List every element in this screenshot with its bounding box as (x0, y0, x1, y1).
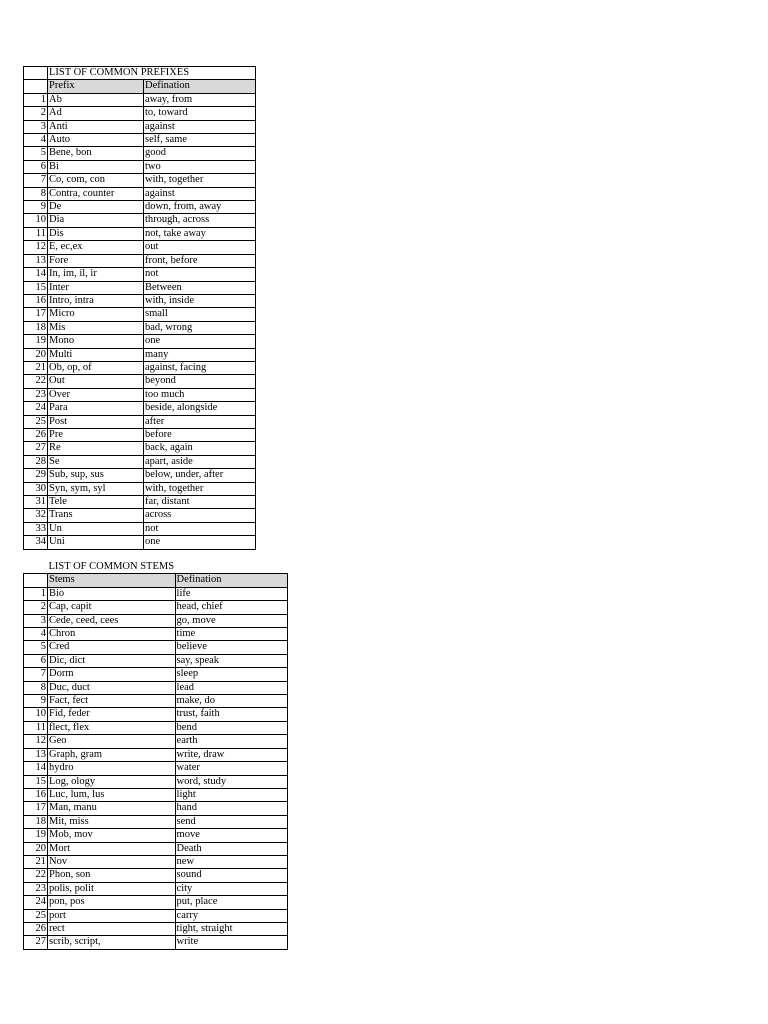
term-cell: Bio (48, 587, 176, 600)
term-cell: Over (48, 388, 144, 401)
title-number-cell (24, 561, 48, 574)
row-number: 5 (24, 147, 48, 160)
stem-row (24, 668, 288, 681)
row-number: 26 (24, 428, 48, 441)
row-number: 24 (24, 896, 48, 909)
term-cell: Cede, ceed, cees (48, 614, 176, 627)
definition-cell: move (175, 829, 287, 842)
definition-cell: back, again (144, 442, 256, 455)
term-cell: Fore (48, 254, 144, 267)
row-number: 24 (24, 402, 48, 415)
row-number: 30 (24, 482, 48, 495)
definition-cell: below, under, after (144, 469, 256, 482)
definition-cell: write, draw (175, 748, 287, 761)
stem-row (24, 641, 288, 654)
definition-cell: one (144, 536, 256, 549)
row-number: 27 (24, 442, 48, 455)
row-number: 8 (24, 187, 48, 200)
row-number: 33 (24, 522, 48, 535)
definition-cell: too much (144, 388, 256, 401)
term-cell: Sub, sup, sus (48, 469, 144, 482)
definition-cell: new (175, 855, 287, 868)
definition-cell: front, before (144, 254, 256, 267)
prefix-row (24, 227, 256, 240)
stem-row (24, 735, 288, 748)
term-cell: Auto (48, 134, 144, 147)
term-cell: Inter (48, 281, 144, 294)
stem-column-header: Stems (48, 574, 176, 587)
term-cell: Post (48, 415, 144, 428)
definition-cell: beside, alongside (144, 402, 256, 415)
stem-row (24, 601, 288, 614)
row-number: 7 (24, 174, 48, 187)
prefix-row (24, 536, 256, 549)
term-cell: Ob, op, of (48, 361, 144, 374)
prefix-row (24, 361, 256, 374)
term-cell: Dic, dict (48, 654, 176, 667)
definition-cell: against (144, 120, 256, 133)
definition-cell: send (175, 815, 287, 828)
row-number: 20 (24, 348, 48, 361)
definition-cell: put, place (175, 896, 287, 909)
term-cell: Micro (48, 308, 144, 321)
prefix-table-title: LIST OF COMMON PREFIXES (48, 67, 256, 80)
prefix-row (24, 174, 256, 187)
term-cell: Phon, son (48, 869, 176, 882)
definition-cell: Between (144, 281, 256, 294)
definition-cell: lead (175, 681, 287, 694)
term-cell: scrib, script, (48, 936, 176, 949)
stems-table (23, 561, 288, 950)
prefix-row (24, 348, 256, 361)
prefix-row (24, 147, 256, 160)
term-cell: polis, polit (48, 882, 176, 895)
row-number: 27 (24, 936, 48, 949)
term-cell: Chron (48, 628, 176, 641)
definition-cell: one (144, 335, 256, 348)
row-number: 6 (24, 654, 48, 667)
stem-row (24, 681, 288, 694)
row-number: 25 (24, 415, 48, 428)
stem-row (24, 708, 288, 721)
row-number: 34 (24, 536, 48, 549)
prefix-row (24, 428, 256, 441)
definition-column-header: Defination (144, 80, 256, 93)
row-number: 18 (24, 815, 48, 828)
definition-cell: say, speak (175, 654, 287, 667)
definition-cell: with, together (144, 174, 256, 187)
definition-cell: make, do (175, 695, 287, 708)
term-cell: Luc, lum, lus (48, 788, 176, 801)
definition-cell: carry (175, 909, 287, 922)
row-number: 28 (24, 455, 48, 468)
row-number: 12 (24, 735, 48, 748)
stem-row (24, 869, 288, 882)
definition-cell: hand (175, 802, 287, 815)
definition-cell: away, from (144, 93, 256, 106)
term-cell: Log, ology (48, 775, 176, 788)
term-cell: rect (48, 922, 176, 935)
prefix-row (24, 522, 256, 535)
stem-row (24, 909, 288, 922)
definition-cell: head, chief (175, 601, 287, 614)
definition-cell: light (175, 788, 287, 801)
stem-row (24, 614, 288, 627)
prefix-row (24, 496, 256, 509)
prefix-row (24, 107, 256, 120)
row-number: 3 (24, 120, 48, 133)
term-cell: In, im, il, ir (48, 268, 144, 281)
term-cell: Syn, sym, syl (48, 482, 144, 495)
definition-cell: write (175, 936, 287, 949)
stem-row (24, 775, 288, 788)
prefix-row (24, 134, 256, 147)
stems-table-body (24, 561, 288, 949)
row-number: 32 (24, 509, 48, 522)
term-cell: Mort (48, 842, 176, 855)
row-number: 12 (24, 241, 48, 254)
term-cell: Fid, feder (48, 708, 176, 721)
row-number: 18 (24, 321, 48, 334)
term-cell: Bi (48, 160, 144, 173)
term-cell: E, ec,ex (48, 241, 144, 254)
row-number: 31 (24, 496, 48, 509)
term-cell: Pre (48, 428, 144, 441)
stem-row (24, 748, 288, 761)
term-cell: Re (48, 442, 144, 455)
stem-row (24, 628, 288, 641)
term-cell: Fact, fect (48, 695, 176, 708)
term-cell: Intro, intra (48, 294, 144, 307)
stem-row (24, 654, 288, 667)
stems-title-row (24, 561, 288, 574)
row-number: 19 (24, 829, 48, 842)
prefix-row (24, 214, 256, 227)
definition-cell: with, inside (144, 294, 256, 307)
stem-row (24, 896, 288, 909)
term-cell: Mono (48, 335, 144, 348)
prefix-row (24, 375, 256, 388)
term-cell: Contra, counter (48, 187, 144, 200)
definition-cell: far, distant (144, 496, 256, 509)
row-number: 9 (24, 695, 48, 708)
definition-cell: out (144, 241, 256, 254)
prefix-row (24, 308, 256, 321)
row-number: 10 (24, 214, 48, 227)
stem-row (24, 721, 288, 734)
prefix-row (24, 294, 256, 307)
definition-cell: self, same (144, 134, 256, 147)
term-cell: Trans (48, 509, 144, 522)
row-number: 21 (24, 855, 48, 868)
prefix-row (24, 509, 256, 522)
prefix-row (24, 241, 256, 254)
row-number: 15 (24, 281, 48, 294)
stem-row (24, 842, 288, 855)
row-number: 9 (24, 201, 48, 214)
prefix-row (24, 335, 256, 348)
definition-cell: good (144, 147, 256, 160)
term-cell: Man, manu (48, 802, 176, 815)
prefix-row (24, 187, 256, 200)
prefix-row (24, 469, 256, 482)
prefix-row (24, 455, 256, 468)
row-number: 16 (24, 294, 48, 307)
term-cell: Tele (48, 496, 144, 509)
term-cell: pon, pos (48, 896, 176, 909)
term-cell: Geo (48, 735, 176, 748)
definition-cell: not (144, 268, 256, 281)
row-number: 1 (24, 587, 48, 600)
row-number: 4 (24, 134, 48, 147)
row-number: 22 (24, 375, 48, 388)
definition-cell: across (144, 509, 256, 522)
header-number-cell (24, 80, 48, 93)
definition-cell: through, across (144, 214, 256, 227)
stem-row (24, 922, 288, 935)
stem-row (24, 829, 288, 842)
row-number: 29 (24, 469, 48, 482)
prefix-table (23, 66, 256, 550)
definition-cell: go, move (175, 614, 287, 627)
definition-cell: with, together (144, 482, 256, 495)
term-cell: Anti (48, 120, 144, 133)
definition-cell: bad, wrong (144, 321, 256, 334)
stem-row (24, 936, 288, 949)
term-cell: flect, flex (48, 721, 176, 734)
term-cell: Out (48, 375, 144, 388)
row-number: 14 (24, 268, 48, 281)
definition-cell: believe (175, 641, 287, 654)
row-number: 20 (24, 842, 48, 855)
prefix-row (24, 268, 256, 281)
row-number: 13 (24, 254, 48, 267)
term-cell: Multi (48, 348, 144, 361)
term-cell: port (48, 909, 176, 922)
stem-row (24, 587, 288, 600)
stem-row (24, 695, 288, 708)
definition-cell: against, facing (144, 361, 256, 374)
stem-row (24, 815, 288, 828)
title-blank-cell (175, 561, 287, 574)
definition-cell: life (175, 587, 287, 600)
row-number: 21 (24, 361, 48, 374)
stems-header-row (24, 574, 288, 587)
row-number: 8 (24, 681, 48, 694)
title-number-cell (24, 67, 48, 80)
row-number: 19 (24, 335, 48, 348)
row-number: 3 (24, 614, 48, 627)
definition-cell: not (144, 522, 256, 535)
row-number: 10 (24, 708, 48, 721)
term-cell: Co, com, con (48, 174, 144, 187)
row-number: 17 (24, 802, 48, 815)
term-cell: Bene, bon (48, 147, 144, 160)
definition-cell: earth (175, 735, 287, 748)
prefix-row (24, 415, 256, 428)
definition-cell: word, study (175, 775, 287, 788)
definition-cell: against (144, 187, 256, 200)
row-number: 2 (24, 107, 48, 120)
row-number: 5 (24, 641, 48, 654)
prefix-row (24, 93, 256, 106)
stem-row (24, 802, 288, 815)
term-cell: Para (48, 402, 144, 415)
prefix-column-header: Prefix (48, 80, 144, 93)
definition-cell: small (144, 308, 256, 321)
definition-cell: city (175, 882, 287, 895)
term-cell: Mis (48, 321, 144, 334)
definition-cell: two (144, 160, 256, 173)
prefix-row (24, 388, 256, 401)
prefix-row (24, 442, 256, 455)
row-number: 4 (24, 628, 48, 641)
row-number: 15 (24, 775, 48, 788)
term-cell: hydro (48, 762, 176, 775)
prefix-row (24, 160, 256, 173)
row-number: 25 (24, 909, 48, 922)
definition-cell: time (175, 628, 287, 641)
row-number: 7 (24, 668, 48, 681)
row-number: 23 (24, 882, 48, 895)
row-number: 17 (24, 308, 48, 321)
term-cell: Mit, miss (48, 815, 176, 828)
prefix-row (24, 120, 256, 133)
definition-cell: not, take away (144, 227, 256, 240)
stem-row (24, 762, 288, 775)
term-cell: Mob, mov (48, 829, 176, 842)
prefix-row (24, 254, 256, 267)
row-number: 2 (24, 601, 48, 614)
row-number: 16 (24, 788, 48, 801)
prefix-row (24, 321, 256, 334)
row-number: 11 (24, 721, 48, 734)
row-number: 11 (24, 227, 48, 240)
definition-cell: beyond (144, 375, 256, 388)
row-number: 23 (24, 388, 48, 401)
prefix-table-body (24, 67, 256, 550)
term-cell: Dorm (48, 668, 176, 681)
term-cell: Cap, capit (48, 601, 176, 614)
term-cell: Un (48, 522, 144, 535)
definition-cell: before (144, 428, 256, 441)
definition-cell: Death (175, 842, 287, 855)
row-number: 6 (24, 160, 48, 173)
term-cell: Duc, duct (48, 681, 176, 694)
term-cell: Dia (48, 214, 144, 227)
term-cell: Se (48, 455, 144, 468)
prefix-row (24, 281, 256, 294)
definition-cell: after (144, 415, 256, 428)
term-cell: Graph, gram (48, 748, 176, 761)
row-number: 14 (24, 762, 48, 775)
stem-row (24, 855, 288, 868)
definition-cell: trust, faith (175, 708, 287, 721)
definition-cell: to, toward (144, 107, 256, 120)
prefix-row (24, 201, 256, 214)
definition-cell: down, from, away (144, 201, 256, 214)
prefix-row (24, 482, 256, 495)
row-number: 22 (24, 869, 48, 882)
term-cell: Ab (48, 93, 144, 106)
prefix-row (24, 402, 256, 415)
definition-cell: water (175, 762, 287, 775)
stems-table-title: LIST OF COMMON STEMS (48, 561, 175, 572)
definition-cell: sleep (175, 668, 287, 681)
definition-cell: many (144, 348, 256, 361)
definition-column-header: Defination (175, 574, 287, 587)
definition-cell: tight, straight (175, 922, 287, 935)
definition-cell: sound (175, 869, 287, 882)
prefix-header-row (24, 80, 256, 93)
stem-row (24, 788, 288, 801)
row-number: 1 (24, 93, 48, 106)
term-cell: Cred (48, 641, 176, 654)
row-number: 26 (24, 922, 48, 935)
term-cell: Ad (48, 107, 144, 120)
term-cell: De (48, 201, 144, 214)
term-cell: Dis (48, 227, 144, 240)
header-number-cell (24, 574, 48, 587)
row-number: 13 (24, 748, 48, 761)
definition-cell: apart, aside (144, 455, 256, 468)
term-cell: Nov (48, 855, 176, 868)
prefix-title-row (24, 67, 256, 80)
term-cell: Uni (48, 536, 144, 549)
definition-cell: bend (175, 721, 287, 734)
stem-row (24, 882, 288, 895)
